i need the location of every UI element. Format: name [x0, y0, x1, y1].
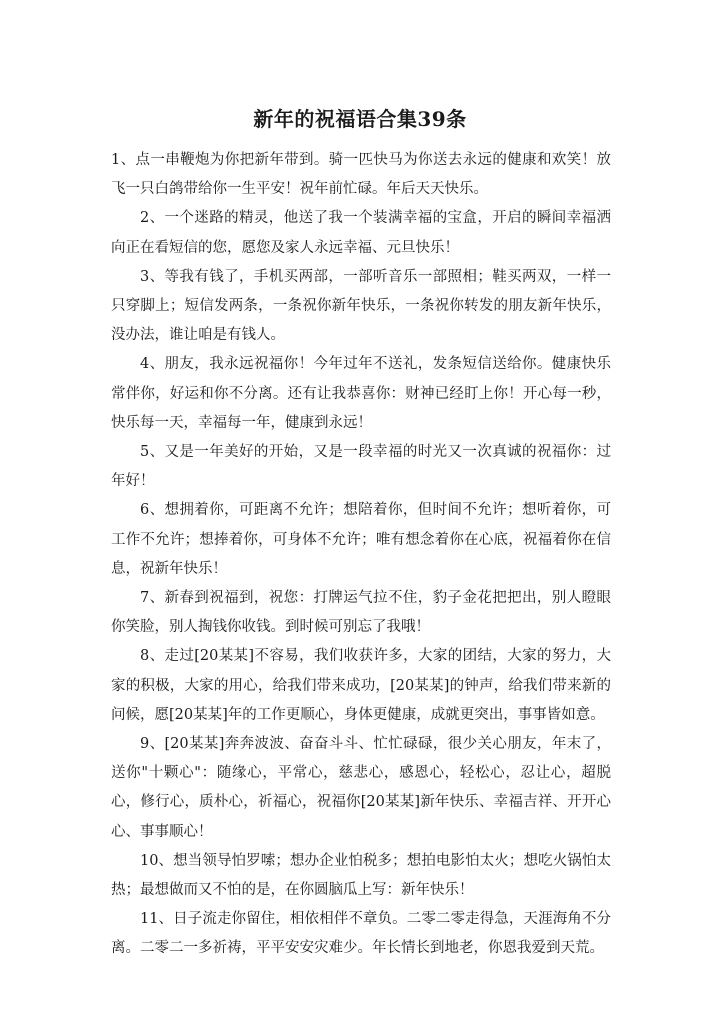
paragraph-1: 1、点一串鞭炮为你把新年带到。骑一匹快马为你送去永远的健康和欢笑！放飞一只白鸽带给你一生平安！祝年前忙碌。年后天天快乐。: [111, 152, 611, 198]
paragraph-3: 3、等我有钱了，手机买两部，一部听音乐一部照相；鞋买两双，一样一只穿脚上；短信发两条，一条祝你新年快乐，一条祝你转发的朋友新年快乐，没办法，谁让咱是有钱人。: [111, 268, 611, 344]
paragraph-6: 6、想拥着你，可距离不允许；想陪着你，但时间不允许；想听着你，可工作不允许；想捧着你，可身体不允许；唯有想念着你在心底，祝福着你在信息，祝新年快乐！: [111, 502, 611, 577]
paragraph-11: 11、日子流走你留住，相依相伴不章负。二零二零走得急，天涯海角不分离。二零二一多祈祷，平平安安灾难少。年长情长到地老，你恩我爱到天荒。: [111, 911, 611, 957]
document-title: 新年的祝福语合集39条: [253, 107, 467, 131]
paragraph-5: 5、又是一年美好的开始，又是一段幸福的时光又一次真诚的祝福你：过年好！: [111, 444, 611, 490]
paragraph-2: 2、一个迷路的精灵，他送了我一个装满幸福的宝盒，开启的瞬间幸福洒向正在看短信的您，愿您及家人永远幸福、元旦快乐！: [111, 210, 611, 256]
paragraph-8: 8、走过[20某某]不容易，我们收获许多，大家的团结，大家的努力，大家的积极，大家的用心，给我们带来成功，[20某某]的钟声，给我们带来新的问候，愿[20某某]年的工作更顺心，身体更健康，成就更突出，事事皆如意。: [111, 648, 611, 723]
paragraph-4: 4、朋友，我永远祝福你！今年过年不送礼，发条短信送给你。健康快乐常伴你，好运和你不分离。还有让我恭喜你：财神已经盯上你！开心每一秒，快乐每一天，幸福每一年，健康到永远！: [111, 356, 611, 431]
paragraph-10: 10、想当领导怕罗嗦；想办企业怕税多；想拍电影怕太火；想吃火锅怕太热；最想做而又不怕的是，在你圆脑瓜上写：新年快乐！: [111, 852, 611, 899]
paragraph-9: 9、[20某某]奔奔波波、奋奋斗斗、忙忙碌碌，很少关心朋友，年末了，送你"十颗心"：随缘心，平常心，慈悲心，感恩心，轻松心，忍让心，超脱心，修行心，质朴心，祈福心，祝福你[20某某]新年快乐、幸福吉祥、开开心心、事事顺心！: [111, 736, 611, 840]
paragraph-7: 7、新春到祝福到，祝您：打牌运气拉不住，豹子金花把把出，别人瞪眼你笑脸，别人掏钱你收钱。到时候可别忘了我哦！: [111, 590, 611, 636]
document-body: [111, 146, 611, 964]
